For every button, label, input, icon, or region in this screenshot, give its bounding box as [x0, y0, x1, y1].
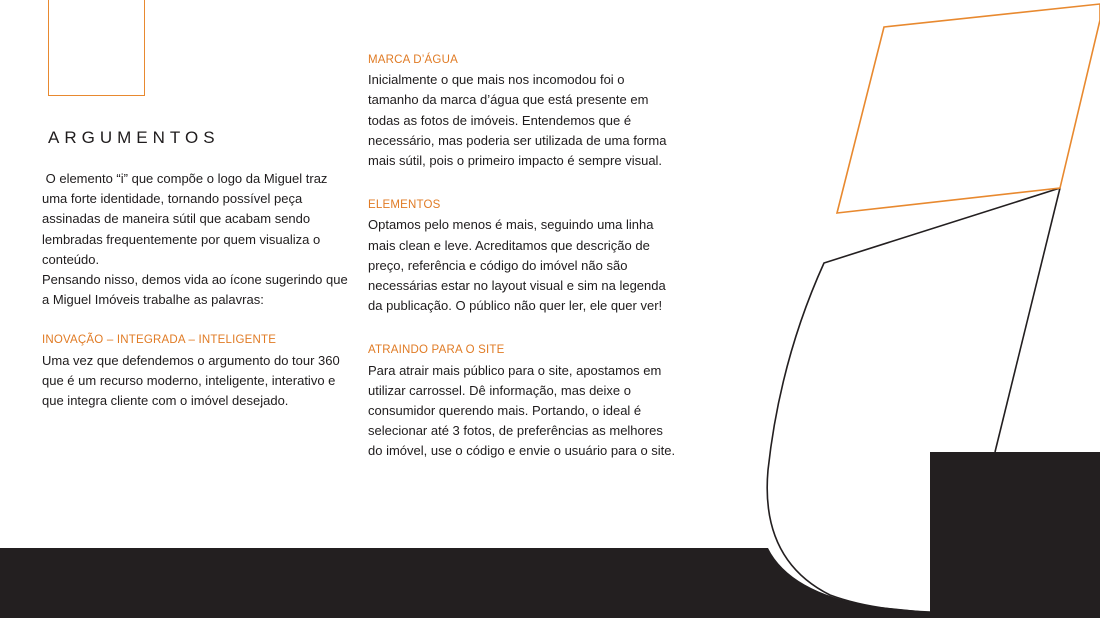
intro-paragraph-2: Pensando nisso, demos vida ao ícone sugerindo que a Miguel Imóveis trabalhe as palavras: [42, 272, 348, 308]
orange-frame-box [48, 0, 145, 96]
right-column [368, 50, 678, 462]
i-dot-outline [837, 4, 1100, 213]
bottom-dark-band [0, 452, 1100, 618]
left-column [42, 169, 352, 411]
page-title: ARGUMENTOS [48, 128, 220, 147]
section-body-elementos: Optamos pelo menos é mais, seguindo uma linha mais clean e leve. Acreditamos que descrição de preço, referência e código do imóvel não são necessárias estar no layout visual e sim na legenda da publicação. O público não quer ler, ele quer ver! [368, 217, 666, 314]
i-stem-right-edge [995, 188, 1060, 452]
intro-paragraph: O elemento “i” que compõe o logo da Miguel traz uma forte identidade, tornando possível peça assinadas de maneira sútil que acabam sendo lembradas frequentemente por quem visualiza o conteúdo. [42, 171, 328, 267]
section-label-elementos: ELEMENTOS [368, 199, 441, 212]
section-label-marca-dagua: MARCA D’ÁGUA [368, 54, 458, 66]
section-label-atraindo: ATRAINDO PARA O SITE [368, 344, 505, 357]
section-body-marca-dagua: Inicialmente o que mais nos incomodou foi o tamanho da marca d’água que está presente em todas as fotos de imóveis. Entendemos que é necessário, mas poderia ser utilizada de uma forma mais sútil, pois o primeiro impacto é sempre visual. [368, 72, 667, 169]
section-body-inovacao: Uma vez que defendemos o argumento do tour 360 que é um recurso moderno, inteligente, interativo e que integra cliente com o imóvel desejado. [42, 352, 340, 409]
section-label-inovacao: INOVAÇÃO – INTEGRADA – INTELIGENTE [42, 334, 277, 347]
section-body-atraindo: Para atrair mais público para o site, apostamos em utilizar carrossel. Dê informação, mas deixe o consumidor querendo mais. Portando, o ideal é selecionar até 3 fotos, de preferências as melhores do imóvel, use o código e envie o usuário para o site. [368, 362, 676, 459]
